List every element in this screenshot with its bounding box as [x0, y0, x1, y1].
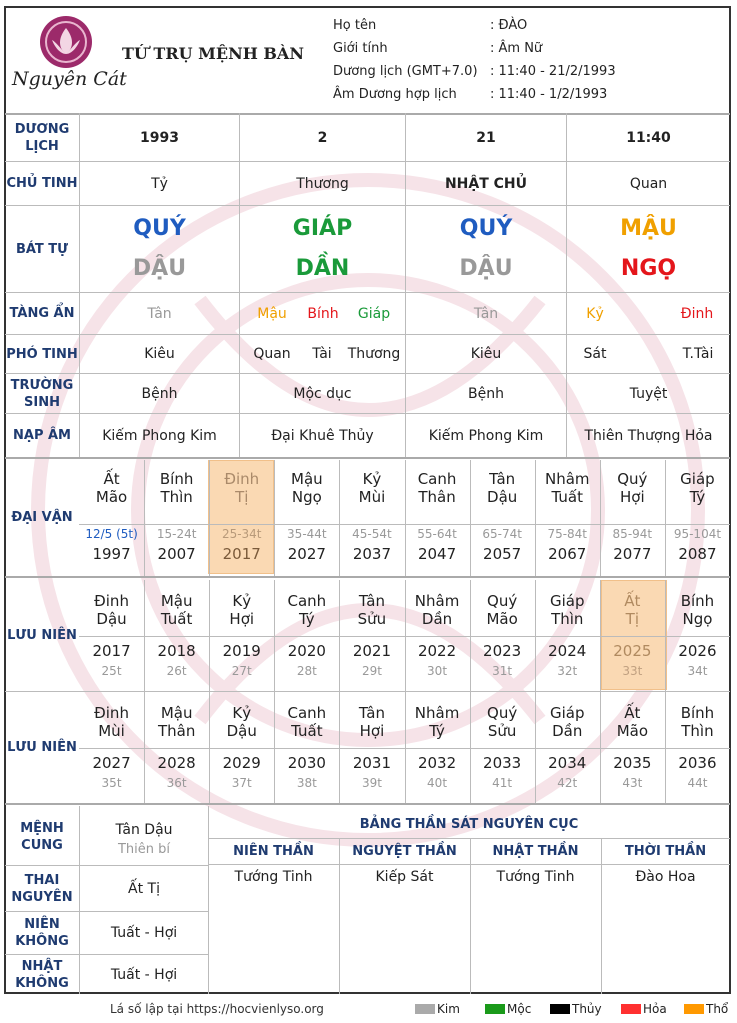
- dai-van-year: 2067: [548, 545, 587, 563]
- dai-van-can: Ất: [103, 470, 120, 488]
- label-chu-tinh: CHỦ TINH: [6, 176, 78, 191]
- dai-van-year: 2017: [222, 545, 261, 563]
- luu-nien-chi: Mão: [486, 610, 518, 628]
- luu-nien-year: 2025: [613, 642, 652, 660]
- pillar-year-chu-tinh: Tỷ: [151, 175, 168, 192]
- luu-nien-can-chi: [274, 592, 339, 628]
- label-luu-nien-1: LƯU NIÊN: [7, 627, 77, 643]
- luu-nien-year: 2019: [222, 642, 261, 660]
- luu-nien-age: 29t: [361, 664, 382, 678]
- luu-nien-age: 31t: [492, 664, 513, 678]
- info-value-lunar: : 11:40 - 1/2/1993: [490, 87, 608, 102]
- dai-van-can-chi: [665, 470, 730, 506]
- pillar-month-chu-tinh: Thương: [296, 175, 349, 192]
- pillar-hour-tang-an: Kỷ: [586, 305, 604, 322]
- than-sat-header-nien: NIÊN THẦN: [233, 844, 314, 859]
- luu-nien-chi: Thìn: [551, 610, 584, 628]
- page-title: TỨ TRỤ MỆNH BÀN: [122, 44, 304, 63]
- pillar-month-tang-an: Mậu: [257, 305, 287, 322]
- luu-nien-can-chi: [665, 704, 730, 740]
- than-sat-value-nhat: Tướng Tinh: [496, 869, 575, 885]
- label-luu-nien-2: LƯU NIÊN: [7, 739, 77, 755]
- label-duong-lich: DƯƠNG LỊCH: [14, 121, 70, 154]
- pillar-day-chu-tinh: NHẬT CHỦ: [444, 175, 528, 192]
- logo-text: Nguyên Cát: [12, 68, 127, 90]
- pillar-day-truong-sinh: Bệnh: [468, 385, 504, 402]
- legend-hoa: [621, 1002, 667, 1016]
- luu-nien-can: Bính: [680, 704, 715, 722]
- pillar-day-tang-an: Tân: [473, 305, 499, 322]
- luu-nien-age: 32t: [557, 664, 578, 678]
- label-tang-an: TÀNG ẨN: [9, 306, 75, 321]
- info-label-solar: Dương lịch (GMT+7.0): [333, 64, 478, 79]
- dai-van-age: 85-94t: [612, 527, 653, 541]
- dai-van-can-chi: [79, 470, 144, 506]
- luu-nien-age: 34t: [687, 664, 708, 678]
- info-value-gender: : Âm Nữ: [490, 41, 543, 56]
- dai-van-can: Tân: [489, 470, 516, 488]
- dai-van-can: Kỷ: [362, 470, 382, 488]
- luu-nien-chi: Ngọ: [682, 610, 713, 628]
- dai-van-age: 45-54t: [352, 527, 392, 541]
- dai-van-can-chi: [405, 470, 470, 506]
- dai-van-age: 55-64t: [417, 527, 457, 541]
- luu-nien-can-chi: [470, 704, 535, 740]
- dai-van-can-chi: [274, 470, 339, 506]
- info-label-lunar: Âm Dương hợp lịch: [333, 87, 457, 102]
- legend-label: Thổ: [706, 1002, 729, 1016]
- pillar-year-pho-tinh: Kiêu: [144, 346, 175, 362]
- luu-nien-age: 33t: [622, 664, 643, 678]
- luu-nien-can: Giáp: [549, 704, 585, 722]
- legend-label: Hỏa: [643, 1002, 667, 1016]
- divider: [5, 803, 730, 805]
- pillar-hour-nap-am: Thiên Thượng Hỏa: [584, 427, 713, 444]
- pillar-day-stem: QUÝ: [459, 216, 513, 241]
- dai-van-age: 35-44t: [287, 527, 327, 541]
- pillar-month-pho-tinh: Quan: [253, 346, 291, 362]
- info-value-solar: : 11:40 - 21/2/1993: [490, 64, 616, 79]
- than-sat-header-thoi: THỜI THẦN: [624, 844, 707, 859]
- pillar-hour-pho-tinh: Sát: [583, 346, 607, 362]
- luu-nien-can-chi: [600, 704, 665, 740]
- luu-nien-can: Tân: [358, 592, 385, 610]
- luu-nien-age: 28t: [296, 664, 317, 678]
- luu-nien-year: 2021: [352, 642, 392, 660]
- luu-nien-can: Ất: [624, 592, 641, 610]
- dai-van-year: 2027: [287, 545, 326, 563]
- than-sat-title: BẢNG THẦN SÁT NGUYÊN CỤC: [359, 816, 579, 832]
- dai-van-age: 12/5 (5t): [85, 527, 138, 541]
- nhat-khong-value: Tuất - Hợi: [110, 966, 178, 983]
- pillar-year-branch: DẬU: [132, 256, 187, 281]
- pillar-hour-duong: 11:40: [626, 129, 671, 146]
- pillar-hour-pho-tinh: T.Tài: [682, 346, 714, 362]
- luu-nien-year: 2022: [417, 642, 457, 660]
- luu-nien-year: 2035: [613, 754, 652, 772]
- label-bat-tu: BÁT TỰ: [15, 241, 69, 257]
- luu-nien-chi: Dậu: [96, 610, 127, 628]
- luu-nien-can-chi: [209, 704, 274, 740]
- luu-nien-can: Quý: [487, 704, 518, 722]
- luu-nien-chi: Tý: [429, 722, 445, 740]
- pillar-year-truong-sinh: Bệnh: [141, 385, 178, 402]
- pillar-month-truong-sinh: Mộc dục: [293, 385, 352, 402]
- than-sat-header-nhat: NHẬT THẦN: [492, 844, 579, 859]
- luu-nien-year: 2017: [92, 642, 131, 660]
- label-truong-sinh: TRƯỜNG SINH: [10, 377, 74, 410]
- divider: [208, 864, 730, 865]
- luu-nien-can-chi: [405, 592, 470, 628]
- dai-van-year: 2037: [352, 545, 392, 563]
- luu-nien-can: Ất: [624, 704, 641, 722]
- dai-van-chi: Tuất: [551, 488, 583, 506]
- luu-nien-can-chi: [535, 592, 600, 628]
- luu-nien-age: 43t: [622, 776, 643, 790]
- luu-nien-chi: Tuất: [291, 722, 323, 740]
- dai-van-chi: Tý: [689, 488, 706, 506]
- luu-nien-can: Mậu: [160, 704, 193, 722]
- label-nhat-khong: NHẬT KHÔNG: [15, 958, 69, 991]
- luu-nien-can: Đinh: [94, 704, 129, 722]
- label-nap-am: NẠP ÂM: [13, 428, 71, 443]
- dai-van-can-chi: [144, 470, 209, 506]
- luu-nien-year: 2018: [157, 642, 196, 660]
- luu-nien-can: Đinh: [94, 592, 129, 610]
- dai-van-age: 65-74t: [482, 527, 522, 541]
- luu-nien-can-chi: [79, 592, 144, 628]
- info-label-name: Họ tên: [333, 18, 377, 33]
- luu-nien-year: 2024: [548, 642, 587, 660]
- nien-khong-value: Tuất - Hợi: [110, 925, 178, 941]
- luu-nien-chi: Hợi: [229, 610, 255, 628]
- dai-van-age: 25-34t: [221, 527, 262, 541]
- luu-nien-can-chi: [470, 592, 535, 628]
- legend-label: Thủy: [572, 1002, 602, 1016]
- pillar-year-duong: 1993: [140, 129, 179, 146]
- luu-nien-can-chi: [274, 704, 339, 740]
- dai-van-can: Canh: [417, 470, 457, 488]
- luu-nien-chi: Dần: [552, 722, 583, 740]
- pillar-month-tang-an: Giáp: [357, 305, 391, 322]
- label-nien-khong: NIÊN KHÔNG: [15, 917, 69, 949]
- luu-nien-year: 2026: [678, 642, 717, 660]
- luu-nien-age: 26t: [166, 664, 187, 678]
- label-dai-van: ĐẠI VẬN: [11, 510, 73, 525]
- dai-van-can-chi: [209, 470, 274, 506]
- luu-nien-chi: Hợi: [359, 722, 385, 740]
- info-label-gender: Giới tính: [333, 41, 388, 56]
- dai-van-age: 15-24t: [156, 527, 197, 541]
- pillar-hour-branch: NGỌ: [620, 256, 677, 281]
- luu-nien-chi: Dậu: [226, 722, 257, 740]
- dai-van-can: Quý: [617, 470, 648, 488]
- dai-van-year: 2007: [157, 545, 196, 563]
- luu-nien-can-chi: [144, 704, 209, 740]
- pillar-year-stem: QUÝ: [133, 216, 186, 241]
- divider: [5, 205, 730, 206]
- luu-nien-age: 30t: [427, 664, 448, 678]
- pillar-month-nap-am: Đại Khuê Thủy: [271, 427, 374, 444]
- luu-nien-chi: Tuất: [160, 610, 193, 628]
- luu-nien-year: 2029: [222, 754, 261, 772]
- dai-van-age: 95-104t: [673, 527, 722, 541]
- luu-nien-year: 2034: [548, 754, 587, 772]
- dai-van-year: 2087: [678, 545, 717, 563]
- dai-van-year: 2057: [483, 545, 522, 563]
- pillar-hour-stem: MẬU: [620, 216, 677, 241]
- divider: [5, 457, 730, 459]
- info-value-name: : ĐÀO: [490, 18, 528, 33]
- luu-nien-chi: Tý: [298, 610, 315, 628]
- dai-van-chi: Thìn: [160, 488, 193, 506]
- luu-nien-age: 39t: [361, 776, 382, 790]
- dai-van-can: Nhâm: [544, 470, 590, 488]
- pillar-day-pho-tinh: Kiêu: [470, 346, 502, 362]
- pillar-month-branch: DẦN: [295, 256, 350, 281]
- pillar-day-branch: DẬU: [459, 256, 513, 281]
- luu-nien-can-chi: [339, 704, 404, 740]
- luu-nien-year: 2020: [287, 642, 326, 660]
- footer-link[interactable]: Lá số lập tại https://hocvienlyso.org: [110, 1002, 324, 1016]
- luu-nien-can: Nhâm: [414, 704, 460, 722]
- dai-van-can: Giáp: [680, 470, 715, 488]
- luu-nien-can: Nhâm: [414, 592, 460, 610]
- luu-nien-chi: Mão: [616, 722, 648, 740]
- menh-cung-sub: Thiên bí: [117, 841, 171, 857]
- luu-nien-age: 27t: [231, 664, 252, 678]
- dai-van-can: Đinh: [224, 470, 260, 488]
- luu-nien-can-chi: [209, 592, 274, 628]
- luu-nien-can: Canh: [287, 704, 327, 722]
- label-thai-nguyen: THAI NGUYÊN: [11, 872, 73, 905]
- luu-nien-chi: Thìn: [681, 722, 714, 740]
- pillar-month-duong: 2: [317, 129, 328, 146]
- label-menh-cung: MỆNH CUNG: [20, 820, 64, 853]
- dai-van-year: 1997: [92, 545, 131, 563]
- luu-nien-can: Kỷ: [232, 704, 252, 722]
- luu-nien-age: 44t: [687, 776, 708, 790]
- luu-nien-can: Giáp: [549, 592, 585, 610]
- luu-nien-year: 2033: [483, 754, 522, 772]
- luu-nien-can: Bính: [680, 592, 715, 610]
- pillar-hour-chu-tinh: Quan: [629, 175, 668, 192]
- than-sat-value-thoi: Đào Hoa: [635, 869, 696, 885]
- luu-nien-can: Mậu: [160, 592, 193, 610]
- dai-van-chi: Thân: [418, 488, 456, 506]
- than-sat-value-nien: Tướng Tinh: [234, 869, 313, 885]
- luu-nien-age: 42t: [557, 776, 578, 790]
- dai-van-chi: Hợi: [620, 488, 645, 506]
- luu-nien-year: 2031: [352, 754, 392, 772]
- dai-van-can: Bính: [159, 470, 194, 488]
- luu-nien-can: Quý: [487, 592, 518, 610]
- luu-nien-year: 2023: [483, 642, 522, 660]
- dai-van-chi: Tị: [235, 488, 249, 506]
- luu-nien-age: 37t: [231, 776, 252, 790]
- luu-nien-chi: Thân: [157, 722, 196, 740]
- label-pho-tinh: PHÓ TINH: [6, 346, 78, 362]
- luu-nien-chi: Dần: [421, 610, 453, 628]
- luu-nien-age: 35t: [101, 776, 122, 790]
- luu-nien-age: 38t: [296, 776, 317, 790]
- dai-van-chi: Mùi: [358, 488, 386, 506]
- legend-label: Mộc: [507, 1002, 532, 1016]
- dai-van-age: 75-84t: [547, 527, 588, 541]
- menh-cung-value: Tân Dậu: [115, 822, 173, 838]
- dai-van-year: 2077: [613, 545, 652, 563]
- pillar-day-duong: 21: [476, 129, 496, 146]
- luu-nien-can-chi: [535, 704, 600, 740]
- luu-nien-can-chi: [405, 704, 470, 740]
- dai-van-can-chi: [535, 470, 600, 506]
- legend-thuy: [550, 1002, 602, 1016]
- than-sat-header-nguyet: NGUYỆT THẦN: [352, 844, 457, 859]
- legend-tho: [684, 1002, 728, 1016]
- than-sat-value-nguyet: Kiếp Sát: [375, 869, 434, 885]
- luu-nien-chi: Mùi: [98, 722, 125, 740]
- luu-nien-chi: Sửu: [487, 722, 517, 740]
- dai-van-chi: Mão: [95, 488, 128, 506]
- pillar-day-nap-am: Kiếm Phong Kim: [428, 427, 544, 444]
- luu-nien-chi: Sửu: [357, 610, 387, 628]
- pillar-hour-truong-sinh: Tuyệt: [629, 385, 668, 402]
- luu-nien-year: 2028: [157, 754, 196, 772]
- luu-nien-can-chi: [339, 592, 404, 628]
- legend-moc: [485, 1002, 531, 1016]
- pillar-month-pho-tinh: Tài: [312, 346, 332, 362]
- luu-nien-can-chi: [665, 592, 730, 628]
- dai-van-can-chi: [470, 470, 535, 506]
- legend-label: Kim: [437, 1002, 460, 1016]
- dai-van-chi: Ngọ: [291, 488, 322, 506]
- dai-van-year: 2047: [417, 545, 457, 563]
- luu-nien-age: 40t: [427, 776, 448, 790]
- dai-van-can-chi: [600, 470, 665, 506]
- thai-nguyen-value: Ất Tị: [128, 880, 160, 897]
- luu-nien-age: 41t: [492, 776, 513, 790]
- luu-nien-can-chi: [144, 592, 209, 628]
- luu-nien-year: 2036: [678, 754, 717, 772]
- luu-nien-can-chi: [600, 592, 665, 628]
- pillar-year-nap-am: Kiếm Phong Kim: [102, 427, 217, 444]
- luu-nien-can-chi: [79, 704, 144, 740]
- dai-van-can-chi: [339, 470, 404, 506]
- luu-nien-year: 2030: [287, 754, 326, 772]
- divider: [5, 576, 730, 578]
- luu-nien-can: Tân: [358, 704, 385, 722]
- pillar-month-stem: GIÁP: [292, 216, 353, 241]
- luu-nien-can: Canh: [287, 592, 327, 610]
- luu-nien-age: 36t: [166, 776, 187, 790]
- dai-van-chi: Dậu: [487, 488, 518, 506]
- pillar-month-pho-tinh: Thương: [347, 346, 401, 362]
- luu-nien-year: 2027: [92, 754, 131, 772]
- luu-nien-chi: Tị: [625, 610, 640, 628]
- divider: [5, 691, 730, 692]
- pillar-month-tang-an: Bính: [307, 305, 339, 322]
- luu-nien-can: Kỷ: [232, 592, 252, 610]
- dai-van-can: Mậu: [291, 470, 323, 488]
- pillar-year-tang-an: Tân: [147, 305, 172, 322]
- pillar-hour-tang-an: Đinh: [680, 305, 714, 322]
- luu-nien-year: 2032: [417, 754, 457, 772]
- legend-kim: [415, 1002, 460, 1016]
- luu-nien-age: 25t: [101, 664, 122, 678]
